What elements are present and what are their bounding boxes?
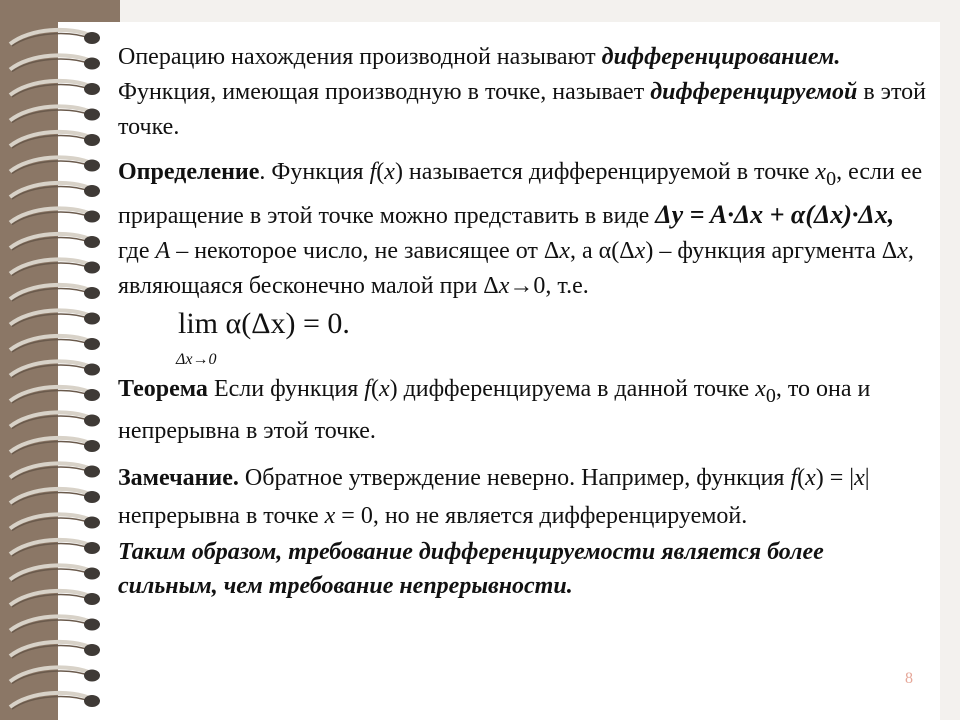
conclusion-paragraph: Таким образом, требование дифференцируемости является более сильным, чем требование непрерывности. xyxy=(118,538,824,599)
spiral-ring xyxy=(10,616,100,632)
page-number: 8 xyxy=(905,670,913,687)
spiral-ring xyxy=(10,591,100,607)
definition-continuation: где A – некоторое число, не зависящее от Δx, а α(Δx) – функция аргумента Δx, являющаяся бесконечно малой при Δx→0, т.е. xyxy=(118,237,914,299)
spiral-ring xyxy=(10,489,100,505)
spiral-ring xyxy=(10,514,100,530)
limit-formula xyxy=(118,304,928,372)
spiral-ring xyxy=(10,463,100,479)
theorem-label: Теорема xyxy=(118,375,208,402)
spiral-ring xyxy=(10,234,100,250)
term-differentiation: дифференцированием. xyxy=(601,44,841,70)
spiral-ring xyxy=(10,55,100,71)
definition-label: Определение xyxy=(118,159,260,185)
spiral-ring xyxy=(10,361,100,377)
spiral-rings xyxy=(0,0,120,720)
differential-formula: Δy = A·Δx + α(Δx)·Δx, xyxy=(655,199,895,229)
term-differentiable: дифференцируемой xyxy=(650,79,858,105)
remark-paragraph: Замечание. Обратное утверждение неверно. Например, функция f(x) = |x| непрерывна в точке x = 0, но не является дифференцируемой. xyxy=(118,464,870,529)
theorem-paragraph: Теорема Если функция f(x) дифференцируема в данной точке $x_0$, то она и непрерывна в этой точке. xyxy=(118,375,871,444)
spiral-ring xyxy=(10,157,100,173)
spiral-ring xyxy=(10,106,100,122)
spiral-ring xyxy=(10,412,100,428)
spiral-ring xyxy=(10,81,100,97)
spiral-ring xyxy=(10,540,100,556)
intro-paragraph: Операцию нахождения производной называют дифференцированием. Функция, имеющая производную в точке, называет дифференцируемой в этой точке. xyxy=(118,44,926,140)
spiral-ring xyxy=(10,667,100,683)
limit-expression: lim α(Δx) = 0. xyxy=(178,306,350,340)
limit-subscript: Δx→0 xyxy=(176,350,217,368)
spiral-ring xyxy=(10,208,100,224)
spiral-ring xyxy=(10,336,100,352)
spiral-ring xyxy=(10,387,100,403)
definition-paragraph: Определение. Функция f(x) называется дифференцируемой в точке $x_0$, если ее приращение в этой точке можно представить в виде Δy = A·Δx + α(Δx)·Δx, xyxy=(118,159,923,229)
spiral-ring xyxy=(10,310,100,326)
spiral-ring xyxy=(10,438,100,454)
remark-label: Замечание. xyxy=(118,464,239,491)
spiral-ring xyxy=(10,183,100,199)
spiral-ring xyxy=(10,132,100,148)
spiral-ring xyxy=(10,693,100,709)
spiral-ring xyxy=(10,30,100,46)
spiral-ring xyxy=(10,565,100,581)
spiral-ring xyxy=(10,642,100,658)
spiral-ring xyxy=(10,285,100,301)
slide-content xyxy=(118,40,928,603)
spiral-ring xyxy=(10,259,100,275)
